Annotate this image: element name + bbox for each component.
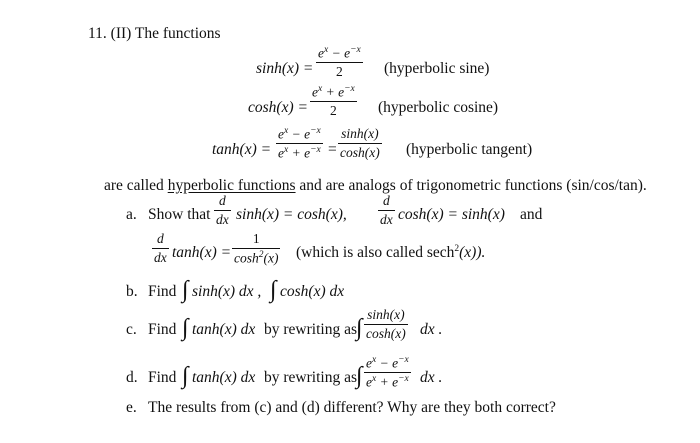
- part-a-derivative-2: d dx: [380, 193, 393, 227]
- part-a-label: a.: [126, 206, 137, 223]
- part-a-derivative-1: d dx: [216, 193, 229, 227]
- part-b-text: Find: [148, 283, 177, 300]
- part-d-fraction: $e^x - e^{-x}$ $e^x + e^{-x}$: [366, 355, 409, 390]
- tanh-fraction-ratio: sinh(x) cosh(x): [340, 126, 380, 160]
- part-a-and: and: [520, 206, 543, 223]
- part-e-label: e.: [126, 399, 137, 416]
- tanh-equals: =: [328, 141, 337, 158]
- part-a-sech-fraction: 1 $\cosh^2(x)$: [234, 231, 279, 265]
- part-d-integral: tanh(x) dx: [192, 369, 256, 386]
- part-c-by: by rewriting as: [264, 321, 357, 338]
- part-d-label: d.: [126, 369, 138, 386]
- part-e-text: The results from (c) and (d) different? Why are they both correct?: [148, 399, 556, 416]
- tanh-fraction-exp: $e^x - e^{-x}$ $e^x + e^{-x}$: [278, 126, 321, 161]
- part-a-expr-3: tanh(x) =: [172, 244, 232, 261]
- part-b-integral-2: cosh(x) dx: [280, 283, 345, 300]
- part-d-text: Find: [148, 369, 177, 386]
- cosh-note: (hyperbolic cosine): [378, 99, 499, 116]
- sinh-note: (hyperbolic sine): [384, 60, 490, 77]
- part-a-expr-1: sinh(x) = cosh(x),: [236, 206, 347, 223]
- integral-icon: ∫: [270, 277, 277, 303]
- part-a-derivative-3: d dx: [154, 231, 167, 265]
- part-c-label: c.: [126, 321, 137, 338]
- part-a-text: Show that: [148, 206, 211, 223]
- intro-line: are called hyperbolic functions and are analogs of trigonometric functions (sin/cos/tan).: [104, 177, 647, 194]
- integral-icon: ∫: [356, 315, 363, 341]
- sinh-lhs: sinh(x) =: [256, 60, 314, 77]
- part-c-tail: dx .: [420, 321, 443, 338]
- part-d-by: by rewriting as: [264, 369, 357, 386]
- problem-header: 11. (II) The functions: [88, 25, 221, 42]
- hyperbolic-functions-term: hyperbolic functions: [167, 177, 296, 194]
- cosh-lhs: cosh(x) =: [248, 99, 308, 116]
- integral-icon: ∫: [182, 277, 189, 303]
- sinh-fraction: $e^x - e^{-x}$ 2: [318, 45, 361, 79]
- part-a-note: (which is also called sech$^2$(x)).: [296, 244, 486, 262]
- part-d-tail: dx .: [420, 369, 443, 386]
- part-c-integral: tanh(x) dx: [192, 321, 256, 338]
- integral-icon: ∫: [182, 363, 189, 389]
- part-a-expr-2: cosh(x) = sinh(x): [398, 206, 505, 223]
- integral-icon: ∫: [356, 363, 363, 389]
- part-b-label: b.: [126, 283, 138, 300]
- tanh-lhs: tanh(x) =: [212, 141, 272, 158]
- part-c-text: Find: [148, 321, 177, 338]
- part-b-integral-1: sinh(x) dx ,: [192, 283, 262, 300]
- integral-icon: ∫: [182, 315, 189, 341]
- tanh-note: (hyperbolic tangent): [406, 141, 533, 158]
- part-c-fraction: sinh(x) cosh(x): [366, 307, 406, 341]
- cosh-fraction: $e^x + e^{-x}$ 2: [312, 84, 355, 118]
